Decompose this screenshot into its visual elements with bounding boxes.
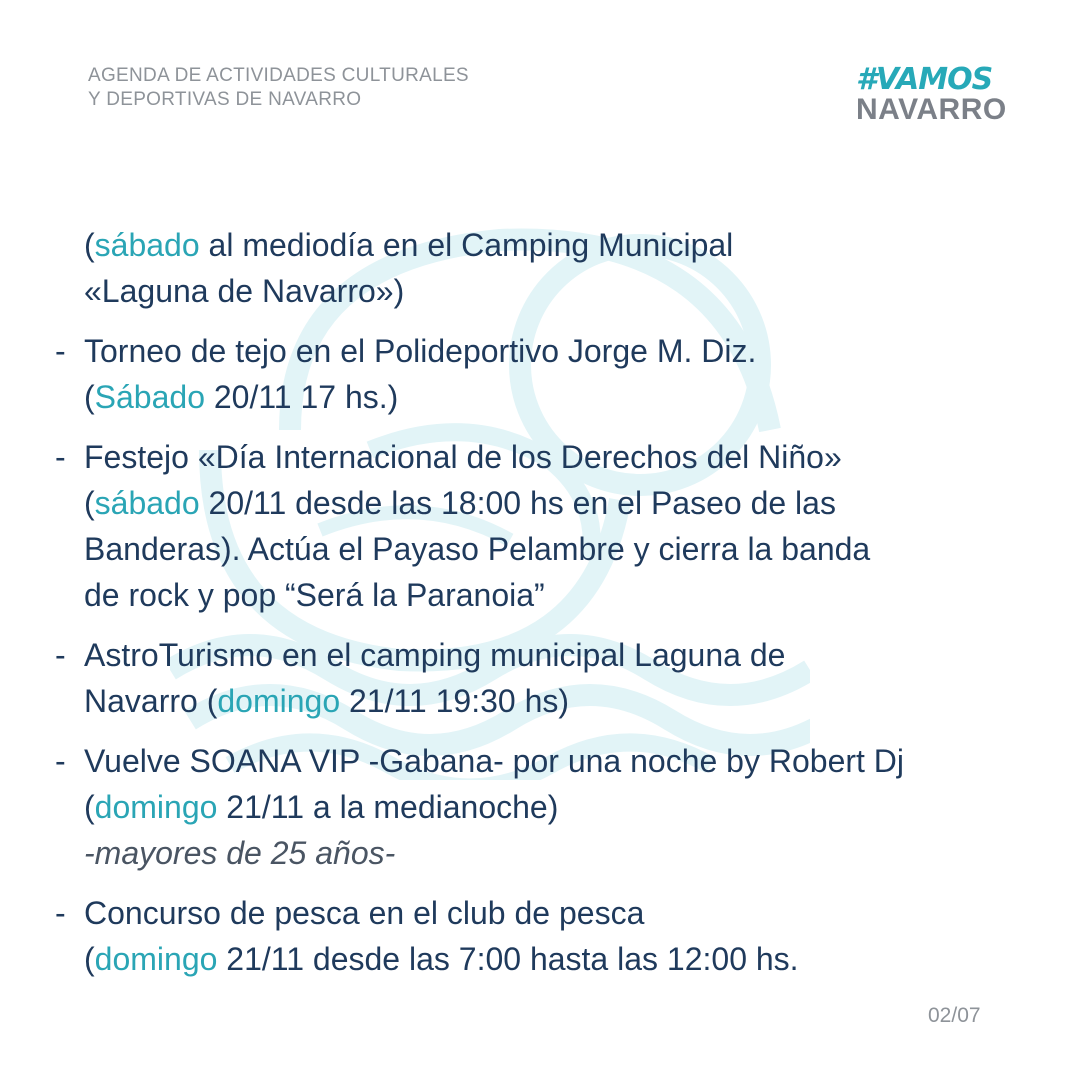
intro-line1 [84,222,1015,268]
logo-hashtag: #VAMOS [856,62,993,97]
page-number: 02/07 [928,1004,981,1027]
list-dash: - [55,637,66,673]
age-restriction-note: -mayores de 25 años- [84,835,396,871]
item-title: Torneo de tejo en el Polideportivo Jorge M. Diz. [84,333,757,369]
item-schedule [84,936,1015,982]
item-title: Vuelve SOANA VIP -Gabana- por una noche by Robert Dj [84,743,905,779]
item-schedule-rest: 21/11 a la medianoche) [217,789,559,825]
item-schedule [84,480,1015,526]
item-schedule-rest: 21/11 19:30 hs) [340,683,570,719]
list-item-astroturismo [55,632,1015,724]
item-line2-start: Navarro ( [84,683,218,719]
day-label: domingo [217,683,341,719]
item-detail-line4: de rock y pop “Será la Paranoia” [84,577,545,613]
agenda-list [55,222,1015,996]
item-schedule-rest: 21/11 desde las 7:00 hasta las 12:00 hs. [217,941,799,977]
agenda-header [88,64,469,112]
logo-wordmark: NAVARRO [856,93,1007,126]
item-title: AstroTurismo en el camping municipal Laguna de [84,637,786,673]
item-paren: ( [84,485,95,521]
list-item-soana-vip [55,738,1015,876]
header-title-line1: AGENDA DE ACTIVIDADES CULTURALES [88,65,469,86]
day-label: domingo [94,941,218,977]
item-paren: ( [84,789,95,825]
day-label: domingo [94,789,218,825]
item-paren: ( [84,379,95,415]
item-schedule-rest: 20/11 17 hs.) [204,379,399,415]
item-schedule-rest: 20/11 desde las 18:00 hs en el Paseo de las [199,485,836,521]
item-title: Festejo «Día Internacional de los Derechos del Niño» [84,439,842,475]
item-schedule [84,374,1015,420]
list-dash: - [55,333,66,369]
day-label: sábado [94,485,200,521]
item-schedule [84,678,1015,724]
item-paren: ( [84,941,95,977]
list-dash: - [55,439,66,475]
item-detail-line3: Banderas). Actúa el Payaso Pelambre y cierra la banda [84,531,871,567]
list-item-festejo-nino [55,434,1015,618]
intro-line2: «Laguna de Navarro») [84,273,405,309]
intro-text [55,222,1015,314]
list-dash: - [55,743,66,779]
vamos-navarro-logo [856,62,1007,126]
item-schedule [84,784,1015,830]
list-dash: - [55,895,66,931]
intro-paren: ( [84,227,95,263]
list-item-concurso-pesca [55,890,1015,982]
day-label: Sábado [94,379,205,415]
intro-line1-rest: al mediodía en el Camping Municipal [199,227,734,263]
header-title-line2: Y DEPORTIVAS DE NAVARRO [88,89,362,110]
list-item-torneo-tejo [55,328,1015,420]
day-label: sábado [94,227,200,263]
item-title: Concurso de pesca en el club de pesca [84,895,645,931]
